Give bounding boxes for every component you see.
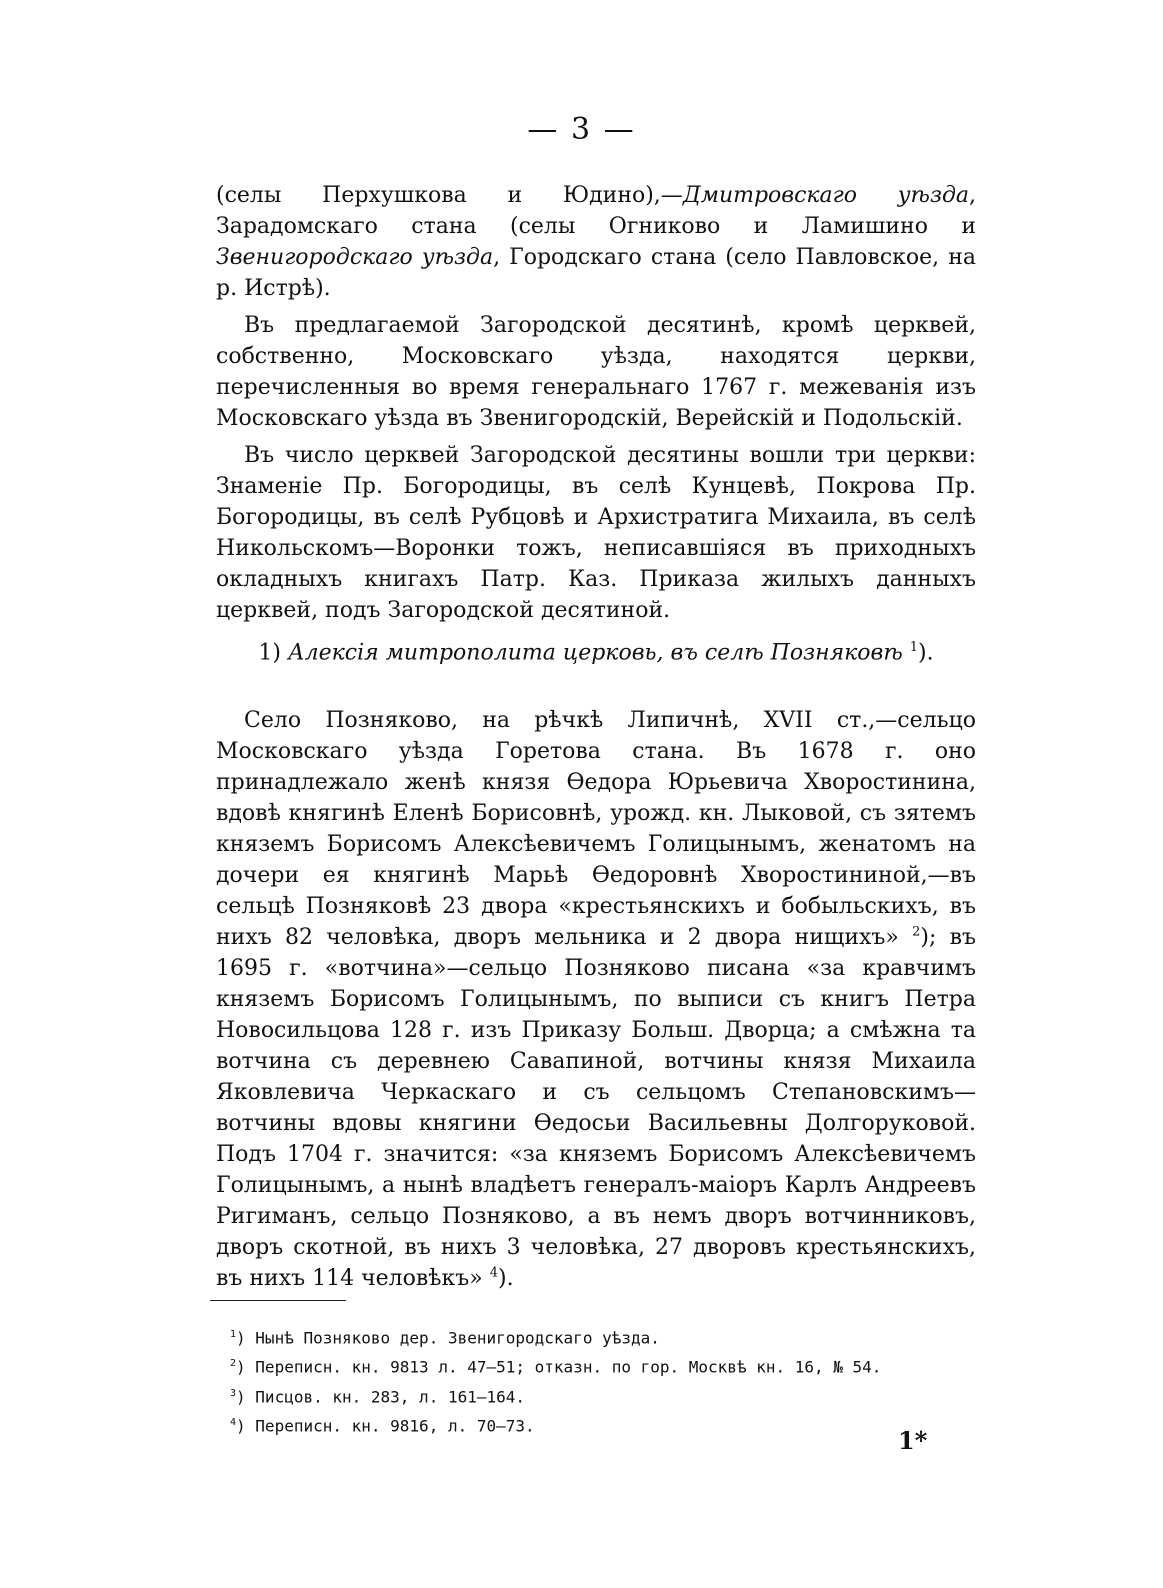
italic-text: Дмитровскаго уѣзда — [682, 183, 970, 208]
footnote-number: 1 — [230, 1329, 237, 1340]
section-heading — [216, 640, 976, 665]
footnote-text: ) Переписн. кн. 9813 л. 47—51; отказн. по гор. Москвѣ кн. 16, № 54. — [236, 1357, 882, 1377]
paragraph-3 — [216, 440, 976, 626]
paragraph-1 — [216, 180, 976, 304]
text-run: ); въ 1695 г. «вотчина»—сельцо Позняково писана «за кравчимъ княземъ Борисомъ Голицынымъ, по выписи съ книгъ Петра Новосильцова 128 г. изъ Приказу Больш. Дворца; а смѣжна та вотчина съ деревнею Савапиной, вотчины князя Михаила Яковлевича Черкаскаго и съ сельцомъ Степановскимъ—вотчины вдовы княгини Ѳедосьи Васильевны Долгоруковой. Подъ 1704 г. значится: «за княземъ Борисомъ Алексѣевичемъ Голицынымъ, а нынѣ владѣетъ генералъ-маіоръ Карлъ Андреевъ Ригиманъ, сельцо Позняково, а въ немъ дворъ вотчинниковъ, дворъ скотной, въ нихъ 3 человѣка, 27 дворовъ крестьянскихъ, въ нихъ 114 человѣкъ» — [216, 925, 976, 1291]
footnote-ref: 2 — [912, 924, 921, 940]
signature-mark: 1* — [898, 1426, 928, 1455]
footnote-number: 3 — [230, 1387, 237, 1399]
page-number: — 3 — — [527, 112, 636, 147]
text-run: , Зарадомскаго стана (селы Огниково и Ламишино и — [216, 183, 977, 239]
footnote — [230, 1410, 970, 1439]
footnote — [230, 1351, 970, 1380]
text-run: ). — [498, 1266, 514, 1291]
text-run: Въ число церквей Загородской десятины вошли три церкви: Знаменіе Пр. Богородицы, въ селѣ Кунцевѣ, Покрова Пр. Богородицы, въ селѣ Рубцовѣ и Архистратига Михаила, въ селѣ Никольскомъ—Воронки тожъ, неписавшіяся въ приходныхъ окладныхъ книгахъ Патр. Каз. Приказа жилыхъ данныхъ церквей, подъ Загородской десятиной. — [216, 443, 976, 623]
footnote — [230, 1322, 970, 1351]
footnote-text: ) Писцов. кн. 283, л. 161—164. — [236, 1386, 526, 1406]
footnote-ref: 4 — [489, 1265, 499, 1281]
section-footnote-ref: 1 — [909, 640, 919, 655]
section-heading-end: ). — [918, 640, 934, 666]
section-number: 1) — [258, 640, 281, 666]
italic-text: Звенигородскаго уѣзда — [216, 245, 494, 270]
footnote-rule — [210, 1300, 346, 1301]
text-run: Въ предлагаемой Загородской десятинѣ, кромѣ церквей, собственно, Московскаго уѣзда, находятся церкви, перечисленныя во время генеральнаго 1767 г. межеванія изъ Московскаго уѣзда въ Звенигородскій, Верейскій и Подольскій. — [216, 313, 976, 431]
footnotes — [230, 1322, 970, 1439]
text-run: Село Позняково, на рѣчкѣ Липичнѣ, XVII ст.,—сельцо Московскаго уѣзда Горетова стана. Въ 1678 г. оно принадлежало женѣ князя Ѳедора Юрьевича Хворостинина, вдовѣ княгинѣ Еленѣ Борисовнѣ, урожд. кн. Лыковой, съ зятемъ княземъ Борисомъ Алексѣевичемъ Голицынымъ, женатомъ на дочери ея княгинѣ Марьѣ Ѳедоровнѣ Хворостининой,—въ сельцѣ Позняковѣ 23 двора «крестьянскихъ и бобыльскихъ, въ нихъ 82 человѣка, дворъ мельника и 2 двора нищихъ» — [216, 708, 976, 950]
main-paragraph — [216, 705, 976, 1294]
footnote-number: 4 — [230, 1416, 237, 1428]
footnote — [230, 1381, 970, 1410]
footnote-text: ) Переписн. кн. 9816, л. 70—73. — [236, 1416, 535, 1436]
text-run: (селы Перхушкова и Юдино),— — [216, 183, 683, 208]
footnote-number: 2 — [230, 1358, 237, 1370]
text-run: , Городскаго стана (село Павловское, на р. Истрѣ). — [216, 245, 976, 301]
paragraph-2 — [216, 310, 976, 434]
footnote-text: ) Нынѣ Позняково дер. Звенигородскаго уѣзда. — [236, 1328, 660, 1348]
main-text-block — [216, 705, 976, 1300]
section-title: Алексія митрополита церковь, въ селѣ Позняковѣ — [287, 640, 903, 666]
top-text-block — [216, 180, 976, 632]
